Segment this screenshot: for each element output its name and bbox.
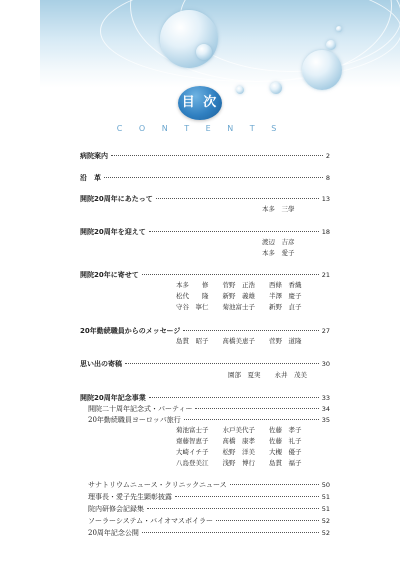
toc-entry-history[interactable]: 沿 革 8 — [80, 174, 330, 182]
author-list-memories — [228, 370, 307, 381]
traveler-name: 八島登美江 — [176, 459, 209, 467]
author-list-contributions — [176, 280, 302, 313]
traveler-name: 佐藤 礼子 — [269, 437, 302, 445]
traveler-name: 大崎イチ子 — [176, 448, 209, 456]
author-name: 菊池富士子 — [222, 303, 255, 311]
traveler-name: 菊池富士子 — [176, 426, 209, 434]
traveler-name: 松野 洋美 — [222, 448, 255, 456]
author-name: 永井 茂美 — [274, 371, 307, 379]
author-name: 守谷 寧仁 — [176, 303, 209, 311]
author-name: 本多 修 — [176, 281, 209, 289]
toc-entry-news[interactable]: サナトリウムニュース・クリニックニュース 50 — [88, 481, 330, 489]
author-name: 半澤 慶子 — [269, 292, 302, 300]
traveler-name: 佐藤 孝子 — [269, 426, 302, 434]
author-name: 島貫 昭子 — [176, 337, 209, 345]
page-title: 目 次 — [178, 86, 222, 120]
decorative-bubble — [326, 40, 336, 50]
toc-entry-anniversary[interactable]: 開院20周年にあたって 13 — [80, 195, 330, 203]
toc-entry-memories[interactable]: 思い出の寄稿 30 — [80, 360, 330, 368]
decorative-bubble — [336, 26, 342, 32]
toc-entry-training[interactable]: 院内研修会記録集 51 — [88, 505, 330, 513]
decorative-bubble — [270, 82, 282, 94]
decorative-bubble — [302, 50, 342, 90]
traveler-name: 浅野 博行 — [222, 459, 255, 467]
author-name: 園部 夏実 — [228, 371, 261, 379]
toc-entry-solar[interactable]: ソーラーシステム・バイオマスボイラー 52 — [88, 517, 330, 525]
contents-subtitle: C O N T E N T S — [116, 124, 284, 133]
author-name: 渡辺 吉彦 — [262, 238, 295, 246]
toc-entry-messages[interactable]: 20年勤続職員からのメッセージ 27 — [80, 327, 330, 335]
traveler-name: 島貫 福子 — [269, 459, 302, 467]
traveler-name: 水戸美代子 — [222, 426, 255, 434]
toc-entry-open-house[interactable]: 20周年記念公開 52 — [88, 529, 330, 537]
author-name: 新野 貞子 — [269, 303, 302, 311]
toc-entry-events[interactable]: 開院20周年記念事業 33 — [80, 394, 330, 402]
traveler-name: 齋藤智恵子 — [176, 437, 209, 445]
toc-subentry-ceremony[interactable]: 開院二十周年記念式・パーティー 34 — [88, 405, 330, 413]
author-list-anniversary — [262, 204, 295, 215]
decorative-bubble — [236, 86, 244, 94]
decorative-swirl — [100, 0, 400, 82]
toc-entry-welcome[interactable]: 開院20周年を迎えて 18 — [80, 228, 330, 236]
header-banner — [40, 0, 400, 88]
author-name: 髙橋美恵子 — [222, 337, 255, 345]
traveler-list — [176, 425, 302, 469]
author-name: 新野 義雄 — [222, 292, 255, 300]
decorative-bubble — [196, 44, 212, 60]
author-list-welcome — [262, 237, 295, 259]
author-name: 菅野 道隆 — [269, 337, 302, 345]
toc-subentry-europe-trip[interactable]: 20年勤続職員ヨーロッパ旅行 35 — [88, 416, 330, 424]
toc-entry-hospital-info[interactable]: 病院案内 2 — [80, 152, 330, 160]
author-name: 本多 三學 — [262, 205, 295, 213]
author-name: 本多 愛子 — [262, 249, 295, 257]
author-name: 菅野 正浩 — [222, 281, 255, 289]
author-name: 西條 香織 — [269, 281, 302, 289]
toc-entry-contributions[interactable]: 開院20年に寄せて 21 — [80, 271, 330, 279]
author-name: 松代 隆 — [176, 292, 209, 300]
decorative-bubble — [160, 10, 218, 68]
author-list-messages — [176, 336, 302, 347]
traveler-name: 大槻 優子 — [269, 448, 302, 456]
traveler-name: 髙橋 康孝 — [222, 437, 255, 445]
toc-entry-honors[interactable]: 理事長・愛子先生顕彰披露 51 — [88, 493, 330, 501]
